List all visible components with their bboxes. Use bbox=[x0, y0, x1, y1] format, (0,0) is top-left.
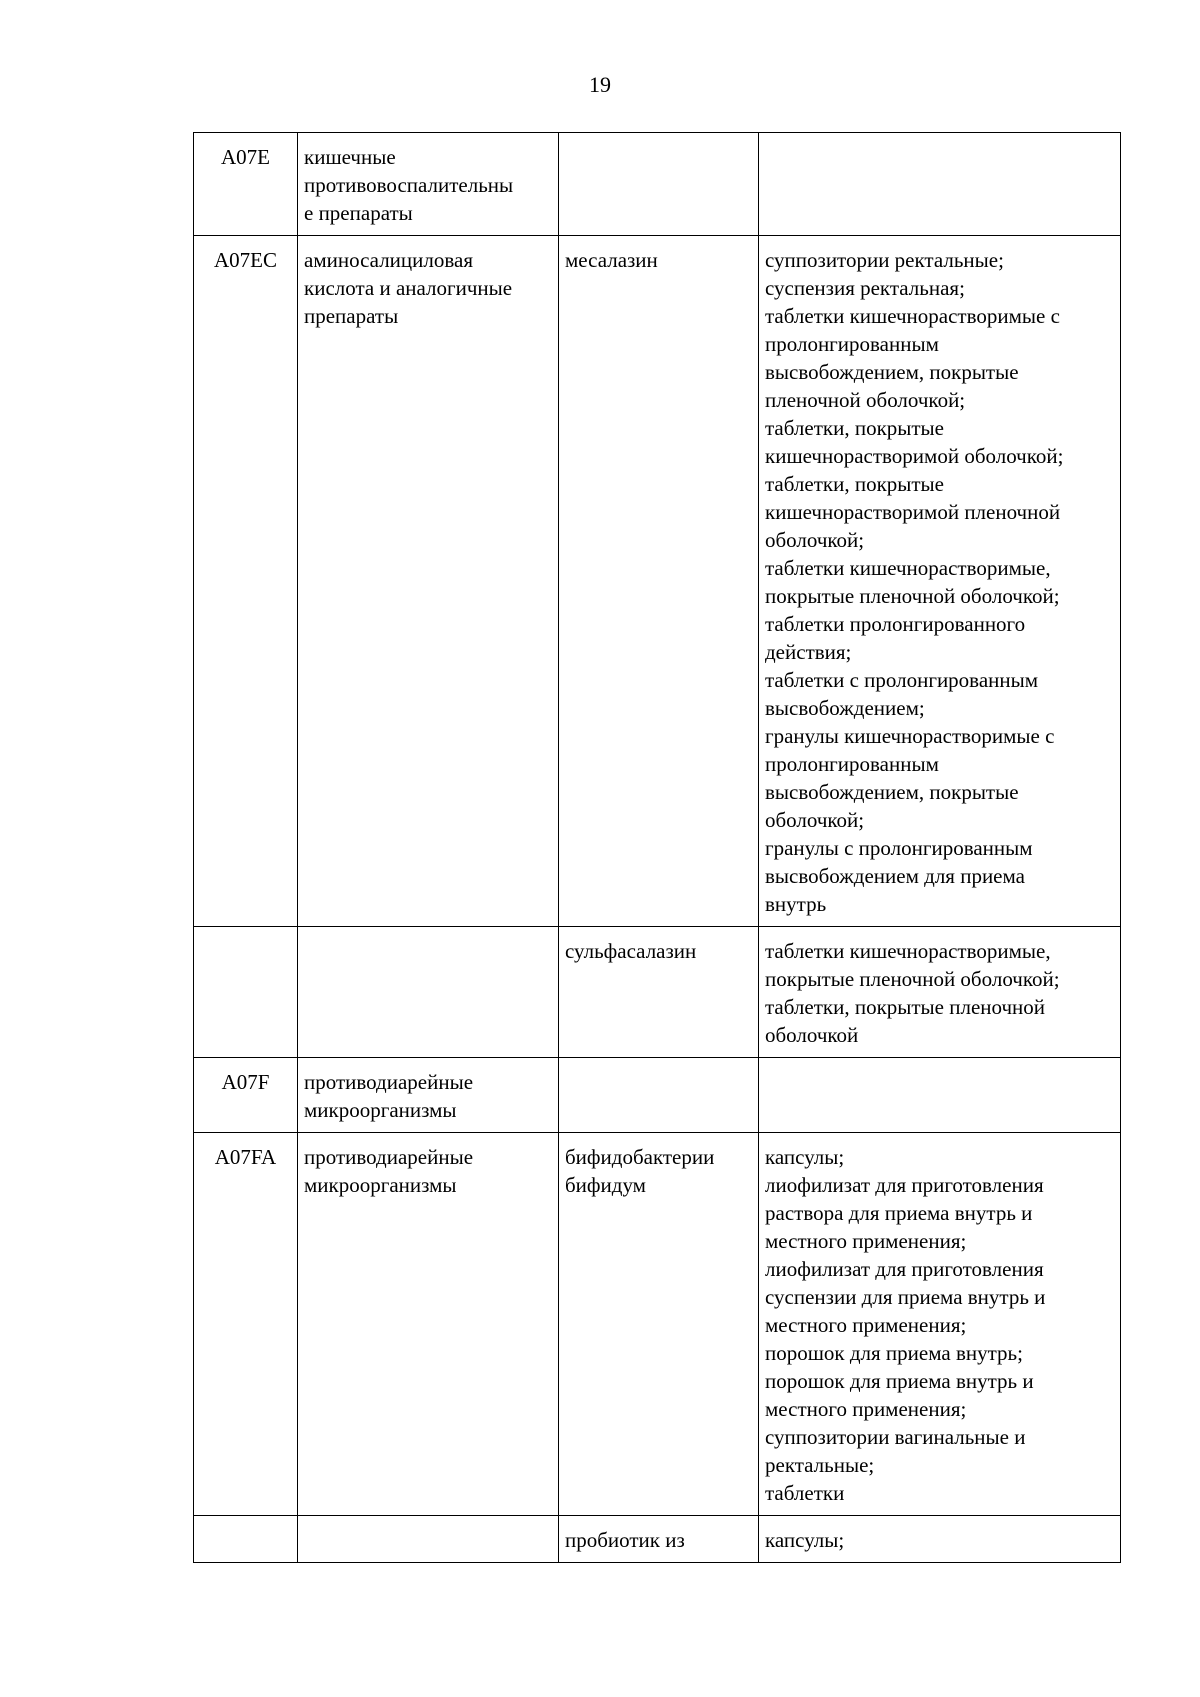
dosage-forms-cell bbox=[759, 1516, 1121, 1563]
dosage-form-line: покрытые пленочной оболочкой; bbox=[765, 967, 1060, 991]
atc-code-cell: A07F bbox=[194, 1058, 298, 1133]
dosage-form-line: гранулы с пролонгированным bbox=[765, 836, 1033, 860]
group-cell bbox=[298, 236, 559, 927]
dosage-form-line: оболочкой; bbox=[765, 808, 865, 832]
dosage-form-line: пленочной оболочкой; bbox=[765, 388, 966, 412]
dosage-form-line: ректальные; bbox=[765, 1453, 875, 1477]
dosage-form-line: пролонгированным bbox=[765, 332, 939, 356]
dosage-form-line: суспензии для приема внутрь и bbox=[765, 1285, 1046, 1309]
dosage-form-line: покрытые пленочной оболочкой; bbox=[765, 584, 1060, 608]
dosage-forms-cell bbox=[759, 927, 1121, 1058]
dosage-form-line: таблетки пролонгированного bbox=[765, 612, 1026, 636]
dosage-form-line: таблетки кишечнорастворимые, bbox=[765, 939, 1051, 963]
table-row bbox=[194, 133, 1121, 236]
atc-code-cell: A07E bbox=[194, 133, 298, 236]
substance-cell: месалазин bbox=[559, 236, 759, 927]
dosage-form-line: кишечнорастворимой пленочной bbox=[765, 500, 1061, 524]
page-number: 19 bbox=[589, 72, 611, 97]
atc-code-cell: A07FA bbox=[194, 1133, 298, 1516]
dosage-form-line: порошок для приема внутрь; bbox=[765, 1341, 1023, 1365]
dosage-form-line: высвобождением, покрытые bbox=[765, 360, 1019, 384]
group-cell bbox=[298, 1516, 559, 1563]
dosage-form-line: таблетки кишечнорастворимые с bbox=[765, 304, 1060, 328]
substance-text: бифидобактерии bbox=[565, 1145, 715, 1169]
dosage-form-line: лиофилизат для приготовления bbox=[765, 1257, 1044, 1281]
dosage-form-line: капсулы; bbox=[765, 1528, 845, 1552]
dosage-form-line: таблетки bbox=[765, 1481, 845, 1505]
dosage-form-line: пролонгированным bbox=[765, 752, 939, 776]
dosage-form-line: кишечнорастворимой оболочкой; bbox=[765, 444, 1064, 468]
table-row bbox=[194, 1516, 1121, 1563]
dosage-form-line: таблетки с пролонгированным bbox=[765, 668, 1039, 692]
table-row bbox=[194, 1133, 1121, 1516]
dosage-form-line: высвобождением; bbox=[765, 696, 925, 720]
table-row bbox=[194, 927, 1121, 1058]
group-cell bbox=[298, 1133, 559, 1516]
drug-table-body bbox=[194, 133, 1121, 1563]
dosage-form-line: местного применения; bbox=[765, 1229, 967, 1253]
atc-code-cell bbox=[194, 927, 298, 1058]
substance-cell bbox=[559, 133, 759, 236]
group-text: микроорганизмы bbox=[304, 1098, 457, 1122]
dosage-form-line: местного применения; bbox=[765, 1397, 967, 1421]
group-text: микроорганизмы bbox=[304, 1173, 457, 1197]
dosage-form-line: оболочкой; bbox=[765, 528, 865, 552]
substance-cell: пробиотик из bbox=[559, 1516, 759, 1563]
substance-cell bbox=[559, 1058, 759, 1133]
dosage-form-line: таблетки, покрытые bbox=[765, 472, 944, 496]
dosage-form-line: лиофилизат для приготовления bbox=[765, 1173, 1044, 1197]
dosage-form-line: порошок для приема внутрь и bbox=[765, 1369, 1034, 1393]
dosage-form-line: суппозитории вагинальные и bbox=[765, 1425, 1026, 1449]
atc-code-cell bbox=[194, 1516, 298, 1563]
group-text: противодиарейные bbox=[304, 1070, 474, 1094]
group-cell bbox=[298, 927, 559, 1058]
table-row bbox=[194, 236, 1121, 927]
group-text: кишечные bbox=[304, 145, 396, 169]
dosage-form-line: действия; bbox=[765, 640, 852, 664]
dosage-form-line: таблетки кишечнорастворимые, bbox=[765, 556, 1051, 580]
group-cell bbox=[298, 1058, 559, 1133]
dosage-form-line: таблетки, покрытые bbox=[765, 416, 944, 440]
group-text: препараты bbox=[304, 304, 399, 328]
dosage-forms-cell bbox=[759, 133, 1121, 236]
dosage-forms-cell bbox=[759, 1058, 1121, 1133]
dosage-form-line: капсулы; bbox=[765, 1145, 845, 1169]
group-text: аминосалициловая bbox=[304, 248, 473, 272]
dosage-form-line: суспензия ректальная; bbox=[765, 276, 965, 300]
substance-cell: сульфасалазин bbox=[559, 927, 759, 1058]
group-text: кислота и аналогичные bbox=[304, 276, 513, 300]
dosage-form-line: оболочкой bbox=[765, 1023, 859, 1047]
dosage-form-line: местного применения; bbox=[765, 1313, 967, 1337]
group-text: противодиарейные bbox=[304, 1145, 474, 1169]
group-text: противовоспалительны bbox=[304, 173, 514, 197]
dosage-form-line: суппозитории ректальные; bbox=[765, 248, 1004, 272]
substance-cell bbox=[559, 1133, 759, 1516]
drug-table bbox=[193, 132, 1121, 1563]
dosage-form-line: высвобождением для приема bbox=[765, 864, 1025, 888]
group-text: е препараты bbox=[304, 201, 413, 225]
dosage-form-line: высвобождением, покрытые bbox=[765, 780, 1019, 804]
dosage-form-line: таблетки, покрытые пленочной bbox=[765, 995, 1046, 1019]
group-cell bbox=[298, 133, 559, 236]
substance-text: бифидум bbox=[565, 1173, 646, 1197]
dosage-forms-cell bbox=[759, 236, 1121, 927]
dosage-forms-cell bbox=[759, 1133, 1121, 1516]
dosage-form-line: внутрь bbox=[765, 892, 827, 916]
atc-code-cell: A07EC bbox=[194, 236, 298, 927]
table-row bbox=[194, 1058, 1121, 1133]
dosage-form-line: раствора для приема внутрь и bbox=[765, 1201, 1033, 1225]
dosage-form-line: гранулы кишечнорастворимые с bbox=[765, 724, 1055, 748]
